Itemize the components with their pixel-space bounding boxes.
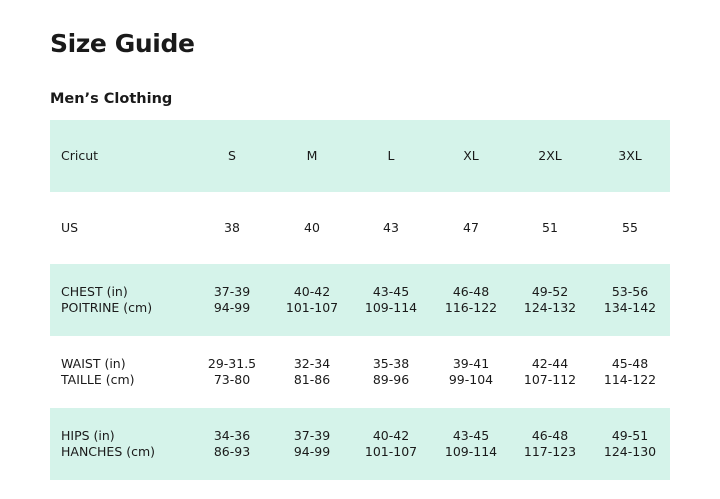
label-line: HIPS (in)	[61, 428, 115, 443]
table-cell	[431, 408, 511, 480]
table-cell	[510, 264, 590, 336]
cell-line: 124-130	[603, 444, 657, 459]
cell-line: 134-142	[603, 300, 657, 315]
cell-line: 107-112	[523, 372, 577, 387]
table-cell	[590, 264, 670, 336]
table-cell	[590, 192, 670, 264]
cell-line: 116-122	[444, 300, 498, 315]
label-line: Cricut	[61, 148, 99, 163]
table-cell	[431, 192, 511, 264]
measurement-label-cell	[61, 264, 201, 336]
cell-line: 43-45	[372, 284, 410, 299]
cell-line: L	[387, 148, 395, 163]
cell-line: XL	[463, 148, 479, 163]
label-line: HANCHES (cm)	[61, 444, 156, 459]
label-line: WAIST (in)	[61, 356, 126, 371]
table-cell	[192, 408, 272, 480]
brand-header-cell	[61, 120, 201, 192]
cell-line: 40-42	[372, 428, 410, 443]
cell-line: 114-122	[603, 372, 657, 387]
cell-line: 43	[383, 220, 399, 235]
cell-line: 29-31.5	[207, 356, 257, 371]
page-title: Size Guide	[50, 29, 195, 58]
table-row	[50, 408, 670, 480]
table-cell	[272, 336, 352, 408]
cell-line: S	[228, 148, 236, 163]
table-cell	[431, 336, 511, 408]
cell-line: 86-93	[213, 444, 251, 459]
cell-line: 39-41	[452, 356, 490, 371]
cell-line: 49-51	[611, 428, 649, 443]
cell-line: 89-96	[372, 372, 410, 387]
table-cell	[590, 336, 670, 408]
cell-line: 73-80	[213, 372, 251, 387]
cell-line: 55	[622, 220, 638, 235]
table-cell	[192, 264, 272, 336]
measurement-label-cell	[61, 192, 201, 264]
size-header-cell	[272, 120, 352, 192]
cell-line: 94-99	[293, 444, 331, 459]
cell-line: 99-104	[448, 372, 494, 387]
table-cell	[192, 192, 272, 264]
table-cell	[272, 408, 352, 480]
table-cell	[590, 408, 670, 480]
table-cell	[192, 336, 272, 408]
table-cell	[351, 336, 431, 408]
cell-line: 53-56	[611, 284, 649, 299]
label-line: TAILLE (cm)	[61, 372, 135, 387]
table-cell	[351, 264, 431, 336]
measurement-label-cell	[61, 408, 201, 480]
cell-line: 34-36	[213, 428, 251, 443]
measurement-label-cell	[61, 336, 201, 408]
label-line: US	[61, 220, 79, 235]
cell-line: 40	[304, 220, 320, 235]
label-line: CHEST (in)	[61, 284, 128, 299]
cell-line: M	[306, 148, 318, 163]
cell-line: 124-132	[523, 300, 577, 315]
table-row	[50, 264, 670, 336]
cell-line: 37-39	[293, 428, 331, 443]
cell-line: 3XL	[618, 148, 642, 163]
table-row	[50, 336, 670, 408]
table-cell	[510, 408, 590, 480]
table-cell	[510, 192, 590, 264]
size-header-cell	[510, 120, 590, 192]
size-header-cell	[431, 120, 511, 192]
table-cell	[272, 192, 352, 264]
size-header-cell	[351, 120, 431, 192]
cell-line: 2XL	[538, 148, 562, 163]
cell-line: 49-52	[531, 284, 569, 299]
cell-line: 81-86	[293, 372, 331, 387]
cell-line: 43-45	[452, 428, 490, 443]
table-cell	[351, 192, 431, 264]
cell-line: 45-48	[611, 356, 649, 371]
cell-line: 117-123	[523, 444, 577, 459]
table-row	[50, 192, 670, 264]
cell-line: 109-114	[444, 444, 498, 459]
label-line: POITRINE (cm)	[61, 300, 153, 315]
cell-line: 46-48	[531, 428, 569, 443]
table-cell	[351, 408, 431, 480]
size-header-cell	[192, 120, 272, 192]
cell-line: 42-44	[531, 356, 569, 371]
table-cell	[510, 336, 590, 408]
table-cell	[272, 264, 352, 336]
section-title: Men’s Clothing	[50, 91, 173, 107]
cell-line: 35-38	[372, 356, 410, 371]
cell-line: 94-99	[213, 300, 251, 315]
cell-line: 32-34	[293, 356, 331, 371]
cell-line: 51	[542, 220, 558, 235]
cell-line: 37-39	[213, 284, 251, 299]
cell-line: 47	[463, 220, 479, 235]
table-cell	[431, 264, 511, 336]
cell-line: 46-48	[452, 284, 490, 299]
cell-line: 38	[224, 220, 240, 235]
table-header-row	[50, 120, 670, 192]
cell-line: 109-114	[364, 300, 418, 315]
size-header-cell	[590, 120, 670, 192]
cell-line: 40-42	[293, 284, 331, 299]
cell-line: 101-107	[285, 300, 339, 315]
size-table	[50, 120, 670, 480]
cell-line: 101-107	[364, 444, 418, 459]
